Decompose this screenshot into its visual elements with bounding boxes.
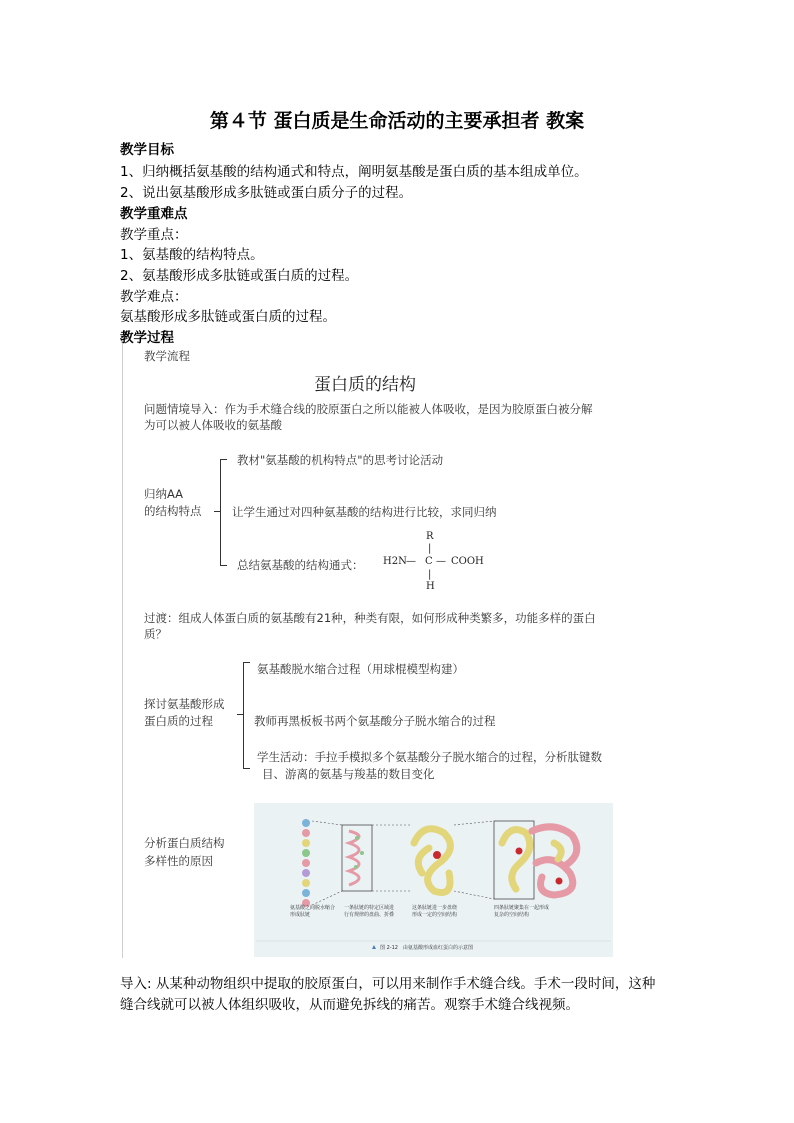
key-label: 教学重点： xyxy=(120,227,188,243)
group2-brace xyxy=(243,662,250,769)
heme-group xyxy=(433,851,441,859)
formula-h2n: H2N xyxy=(383,556,407,567)
goal-1: 1、归纳概括氨基酸的结构通式和特点，阐明氨基酸是蛋白质的基本组成单位。 xyxy=(120,164,588,180)
key-2: 2、氨基酸形成多肽链或蛋白质的过程。 xyxy=(120,268,359,284)
amino-acid-bead-chain xyxy=(302,819,310,907)
formula-r: R xyxy=(426,531,434,542)
group1-brace-tick xyxy=(214,511,220,512)
intro-line-1: 问题情境导入：作为手术缝合线的胶原蛋白之所以能被人体吸收，是因为胶原蛋白被分解 xyxy=(144,402,593,416)
protein-structure-figure xyxy=(254,803,613,957)
process-heading: 教学过程 xyxy=(120,330,174,346)
formula-c: C xyxy=(425,556,433,567)
group1-label-1: 归纳AA xyxy=(144,487,184,501)
flow-main-title: 蛋白质的结构 xyxy=(314,375,416,395)
figure-main-caption: 图 2-12 由氨基酸形成血红蛋白的示意图 xyxy=(380,945,473,951)
g1-item-1: 教材"氨基酸的机构特点"的思考讨论活动 xyxy=(237,453,444,467)
figure-caption-4: 四条肽链聚集在一起形成复杂的空间结构 xyxy=(494,905,550,918)
goals-heading: 教学目标 xyxy=(120,142,174,158)
goal-2: 2、说出氨基酸形成多肽链或蛋白质分子的过程。 xyxy=(120,185,413,201)
group3-label-1: 分析蛋白质结构 xyxy=(144,836,225,850)
formula-dash-left: — xyxy=(406,556,416,567)
g1-item-3: 总结氨基酸的结构通式： xyxy=(237,558,364,572)
group1-label-2: 的结构特点 xyxy=(144,504,202,518)
group2-label-1: 探讨氨基酸形成 xyxy=(144,697,225,711)
footer-line-1: 导入: 从某种动物组织中提取的胶原蛋白，可以用来制作手术缝合线。手术一段时间，这种 xyxy=(120,976,656,992)
formula-h: H xyxy=(426,581,435,592)
group1-brace xyxy=(220,459,227,566)
protein-structure-illustration xyxy=(254,803,613,957)
footer-line-2: 缝合线就可以被人体组织吸收，从而避免拆线的痛苦。观察手术缝合线视频。 xyxy=(120,997,579,1013)
caption-marker xyxy=(372,945,376,949)
g2-item-3-line-2: 目、游离的氨基与羧基的数目变化 xyxy=(262,767,435,781)
transition-line-1: 过渡：组成人体蛋白质的氨基酸有21种，种类有限，如何形成种类繁多，功能多样的蛋白 xyxy=(144,611,596,625)
diff-1: 氨基酸形成多肽链或蛋白质的过程。 xyxy=(120,309,336,325)
formula-bar-top: | xyxy=(428,543,432,554)
intro-line-2: 为可以被人体吸收的氨基酸 xyxy=(144,418,282,432)
formula-bar-bottom: | xyxy=(428,569,432,580)
flow-label: 教学流程 xyxy=(144,349,190,363)
group2-label-2: 蛋白质的过程 xyxy=(144,714,213,728)
page-title: 第４节 蛋白质是生命活动的主要承担者 教案 xyxy=(209,110,585,132)
diff-label: 教学难点： xyxy=(120,289,188,305)
g2-item-3-line-1: 学生活动：手拉手模拟多个氨基酸分子脱水缩合的过程，分析肽键数 xyxy=(257,750,602,764)
g1-item-2: 让学生通过对四种氨基酸的结构进行比较，求同归纳 xyxy=(232,505,497,519)
key-heading: 教学重难点 xyxy=(120,206,188,222)
formula-dash-right: — xyxy=(436,556,446,567)
key-1: 1、氨基酸的结构特点。 xyxy=(120,247,264,263)
group3-label-2: 多样性的原因 xyxy=(144,854,213,868)
quaternary-structure xyxy=(502,827,577,895)
figure-caption-1: 氨基酸之间脱水缩合形成肽链 xyxy=(290,905,336,918)
transition-line-2: 质？ xyxy=(144,627,167,641)
formula-cooh: COOH xyxy=(451,556,484,567)
folded-chain xyxy=(414,829,450,893)
g2-item-2: 教师再黑板板书两个氨基酸分子脱水缩合的过程 xyxy=(254,714,496,728)
group2-brace-tick xyxy=(237,714,243,715)
g2-item-1: 氨基酸脱水缩合过程（用球棍模型构建） xyxy=(257,662,464,676)
figure-caption-3: 这条肽链进一步盘绕形成一定的空间结构 xyxy=(412,905,458,918)
figure-caption-2: 一条肽链的特定区域进行有规律的盘曲、折叠 xyxy=(344,905,395,918)
